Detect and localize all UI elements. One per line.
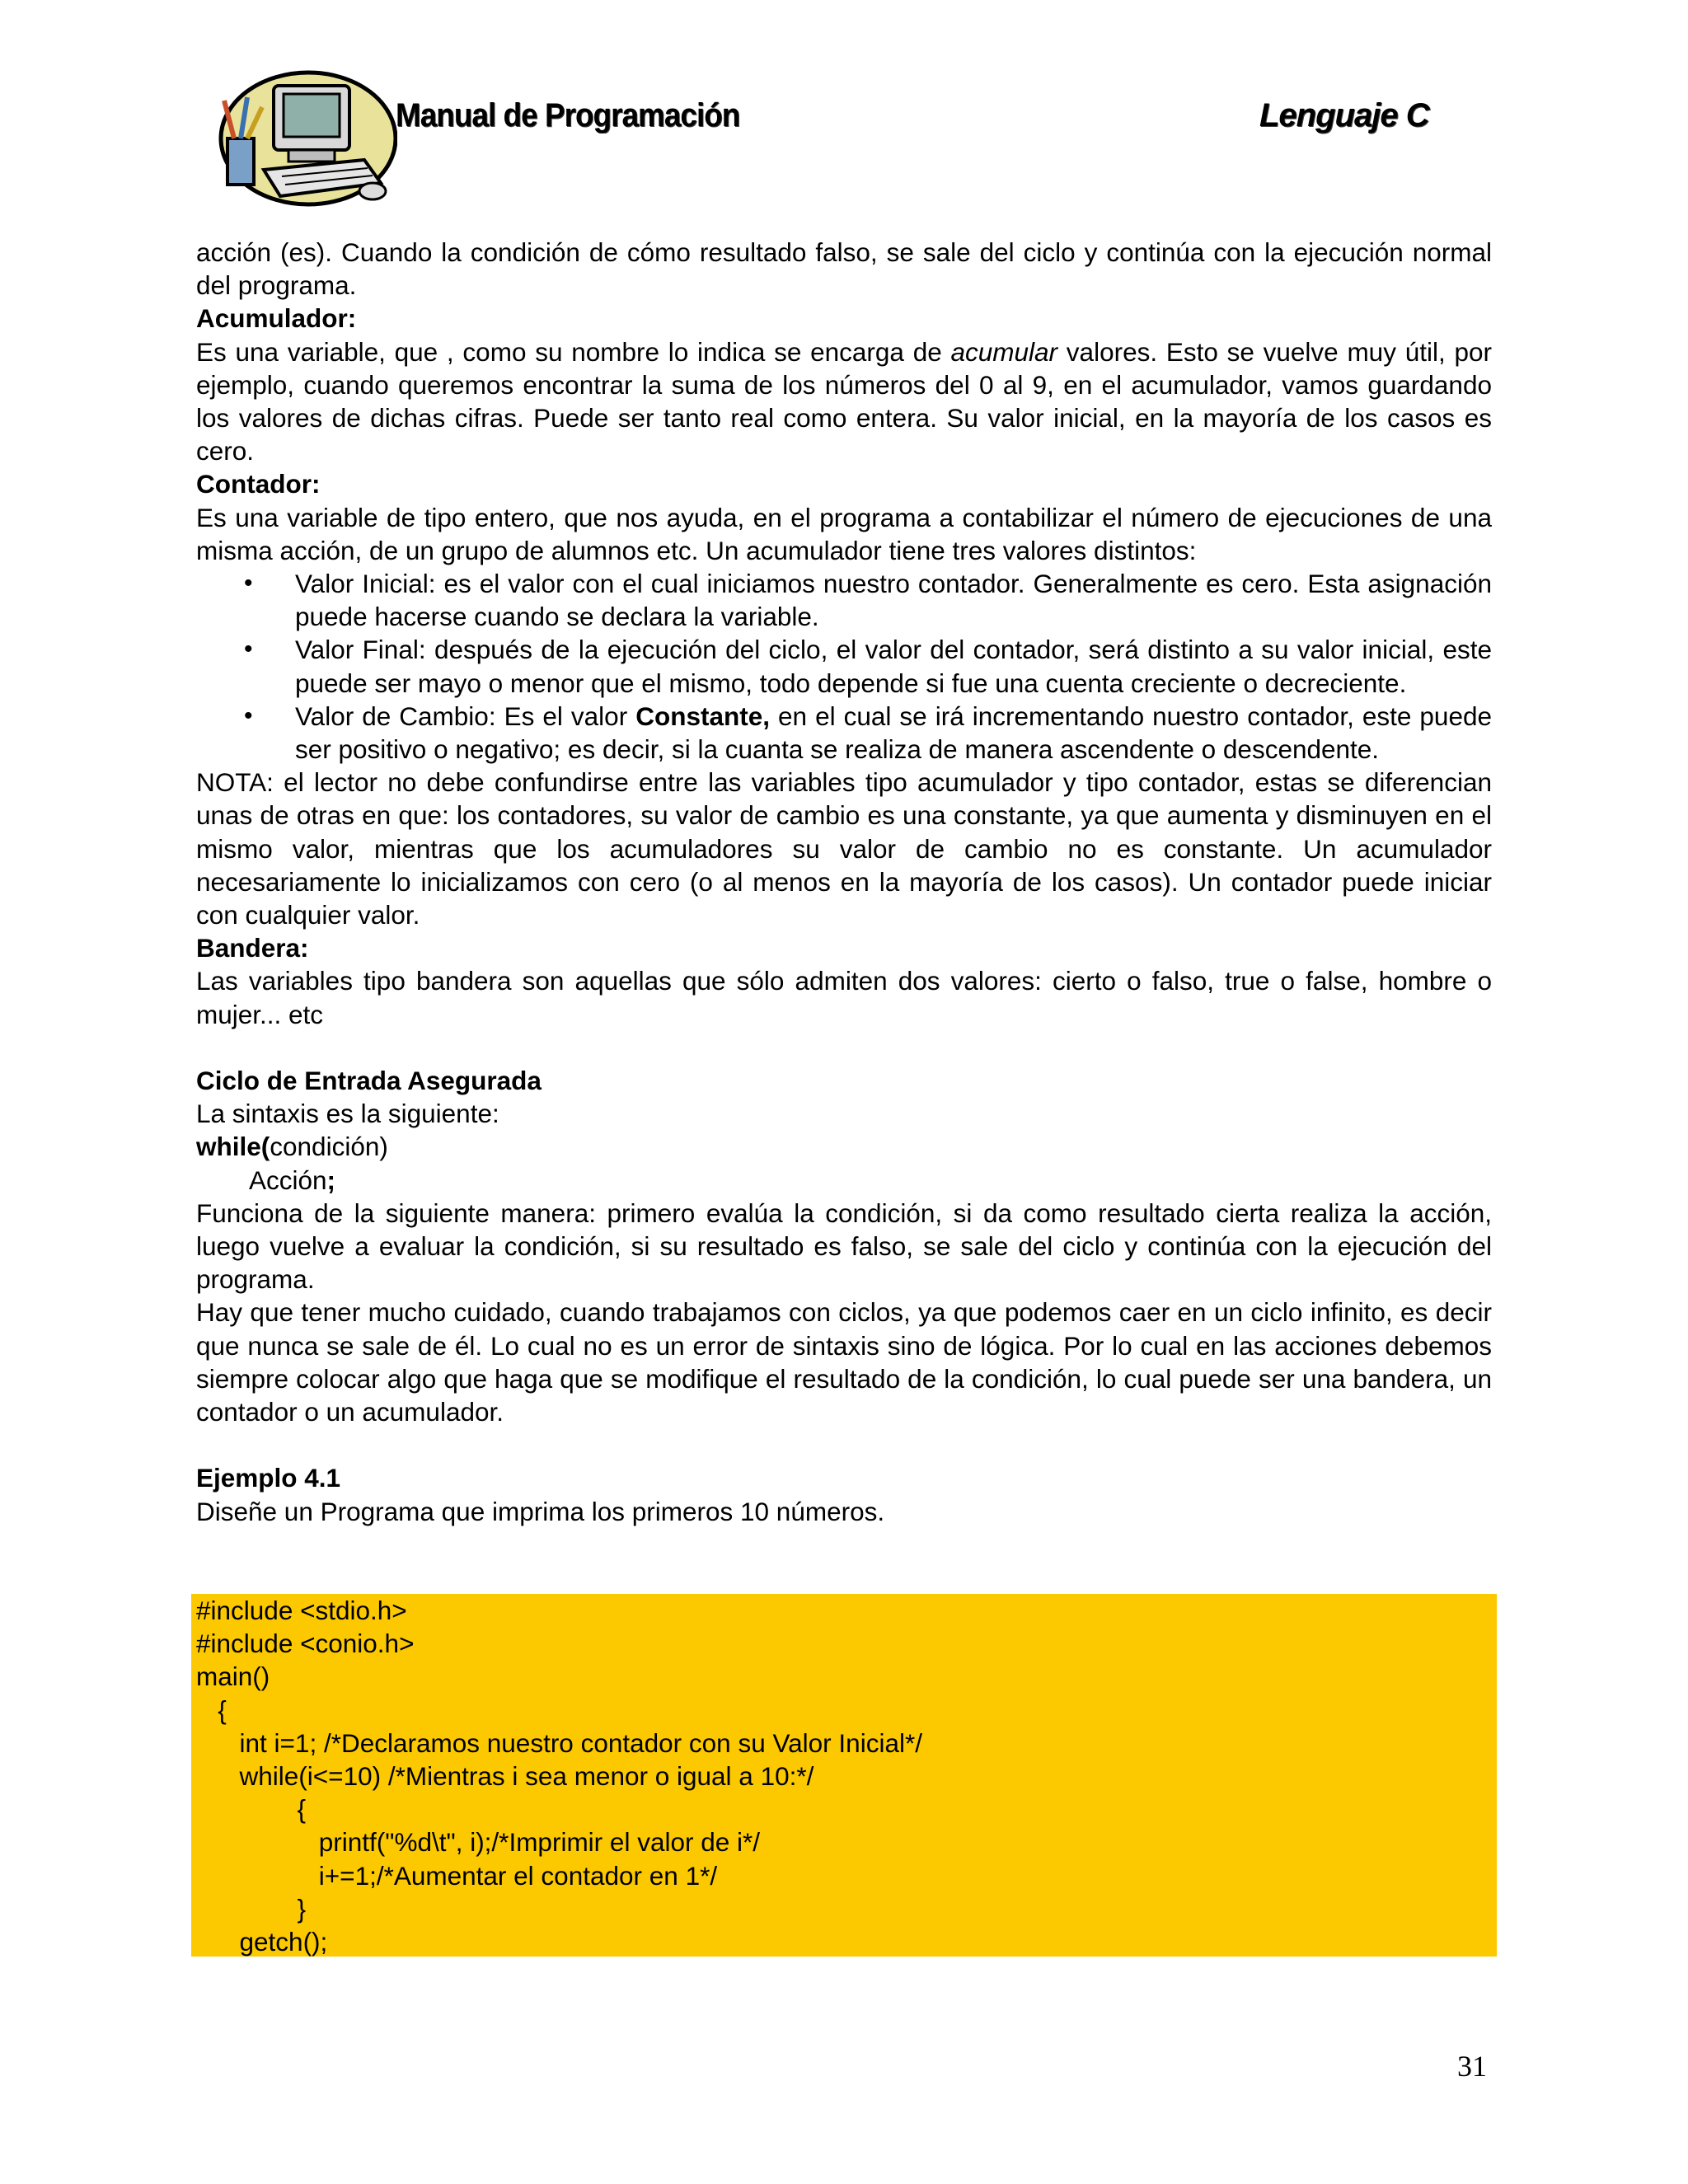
code-line: i+=1;/*Aumentar el contador en 1*/ (196, 1860, 718, 1891)
heading-ejemplo: Ejemplo 4.1 (196, 1463, 341, 1493)
paragraph-nota: NOTA: el lector no debe confundirse entre las variables tipo acumulador y tipo contador, estas se diferencian unas de otras en que: los contadores, su valor de cambio es una constante, ya que aumenta y disminuyen en el mismo valor, mientras que los acumuladores su valor de cambio no es constante. Un acumulador necesariamente lo inicializamos con cero (o al menos en la mayoría de los casos). Un contador puede iniciar con cualquier valor. (196, 767, 1492, 930)
bullet3-text-start: Valor de Cambio: Es el valor (295, 701, 636, 731)
code-line: } (196, 1893, 307, 1924)
paragraph-contador: Es una variable de tipo entero, que nos ayuda, en el programa a contabilizar el número de ejecuciones de una misma acción, de un grupo de alumnos etc. Un acumulador tiene tres valores distintos: (196, 502, 1492, 565)
syntax-accion (196, 1164, 1492, 1197)
computer-clipart-icon (216, 68, 397, 220)
paragraph-sintaxis: La sintaxis es la siguiente: (196, 1099, 499, 1129)
code-line: #include <stdio.h> (196, 1596, 407, 1625)
code-line: main() (196, 1661, 270, 1692)
bullet3-bold: Constante, (635, 701, 770, 731)
code-block (191, 1594, 1497, 1957)
bullet-valor-inicial: • Valor Inicial: es el valor con el cual iniciamos nuestro contador. Generalmente es cero. Esta asignación puede hacerse cuando se declara la variable. (196, 567, 1492, 633)
paragraph-ejemplo: Diseñe un Programa que imprima los primeros 10 números. (196, 1496, 885, 1526)
bullet-valor-final: • Valor Final: después de la ejecución del ciclo, el valor del contador, será distinto a su valor inicial, este puede ser mayo o menor que el mismo, todo depende si fue una cuenta creciente o decreciente. (196, 633, 1492, 699)
page-number: 31 (1457, 2050, 1487, 2083)
heading-bandera: Bandera: (196, 933, 309, 963)
header-subtitle: Lenguaje C (1259, 97, 1429, 134)
paragraph-cuidado: Hay que tener mucho cuidado, cuando trabajamos con ciclos, ya que podemos caer en un ciclo infinito, es decir que nunca se sale de él. Lo cual no es un error de sintaxis sino de lógica. Por lo cual en las acciones debemos siempre colocar algo que haga que se modifique el resultado de la condición, lo cual puede ser una bandera, un contador o un acumulador. (196, 1297, 1492, 1427)
acumulador-text-start: Es una variable, que , como su nombre lo indica se encarga de (196, 336, 951, 367)
code-line: int i=1; /*Declaramos nuestro contador con su Valor Inicial*/ (196, 1727, 922, 1758)
bullet-valor-cambio (196, 700, 1492, 766)
header-title: Manual de Programación (396, 97, 740, 134)
while-keyword: while( (196, 1132, 270, 1162)
heading-ciclo-entrada-asegurada: Ciclo de Entrada Asegurada (196, 1066, 542, 1096)
code-line: printf("%d\t", i);/*Imprimir el valor de i*/ (196, 1827, 761, 1858)
code-line: { (196, 1794, 307, 1825)
accion-semicolon: ; (326, 1165, 336, 1195)
syntax-while (196, 1130, 1492, 1163)
document-body (196, 236, 1492, 1528)
paragraph-acumulador (196, 335, 1492, 468)
bullet3-text-end: en el cual se irá incrementando nuestro contador, este puede ser positivo o negativo; es decir, si la cuanta se realiza de manera ascendente o descendente. (295, 701, 1493, 765)
code-line: { (196, 1694, 227, 1725)
paragraph-accion: acción (es). Cuando la condición de cómo resultado falso, se sale del ciclo y continúa con la ejecución normal del programa. (196, 237, 1492, 301)
paragraph-funciona: Funciona de la siguiente manera: primero evalúa la condición, si da como resultado cierta realiza la acción, luego vuelve a evaluar la condición, si su resultado es falso, se sale del ciclo y continúa con la ejecución del programa. (196, 1197, 1492, 1295)
heading-acumulador: Acumulador: (196, 303, 357, 334)
acumulador-text-end: valores. Esto se vuelve muy útil, por ejemplo, cuando queremos encontrar la suma de los números del 0 al 9, en el acumulador, vamos guardando los valores de dichas cifras. Puede ser tanto real como entera. Su valor inicial, en la mayoría de los casos es cero. (196, 336, 1492, 466)
heading-contador: Contador: (196, 469, 321, 499)
code-line: while(i<=10) /*Mientras i sea menor o igual a 10:*/ (196, 1761, 814, 1792)
accion-text: Acción (249, 1165, 327, 1195)
while-condition: condición) (270, 1132, 388, 1162)
acumulador-emphasis: acumular (950, 336, 1058, 367)
code-line: getch(); (196, 1927, 328, 1957)
code-line: #include <conio.h> (196, 1629, 415, 1659)
bullet-list (196, 567, 1492, 766)
paragraph-bandera: Las variables tipo bandera son aquellas que sólo admiten dos valores: cierto o falso, true o false, hombre o mujer... etc (196, 966, 1492, 1029)
